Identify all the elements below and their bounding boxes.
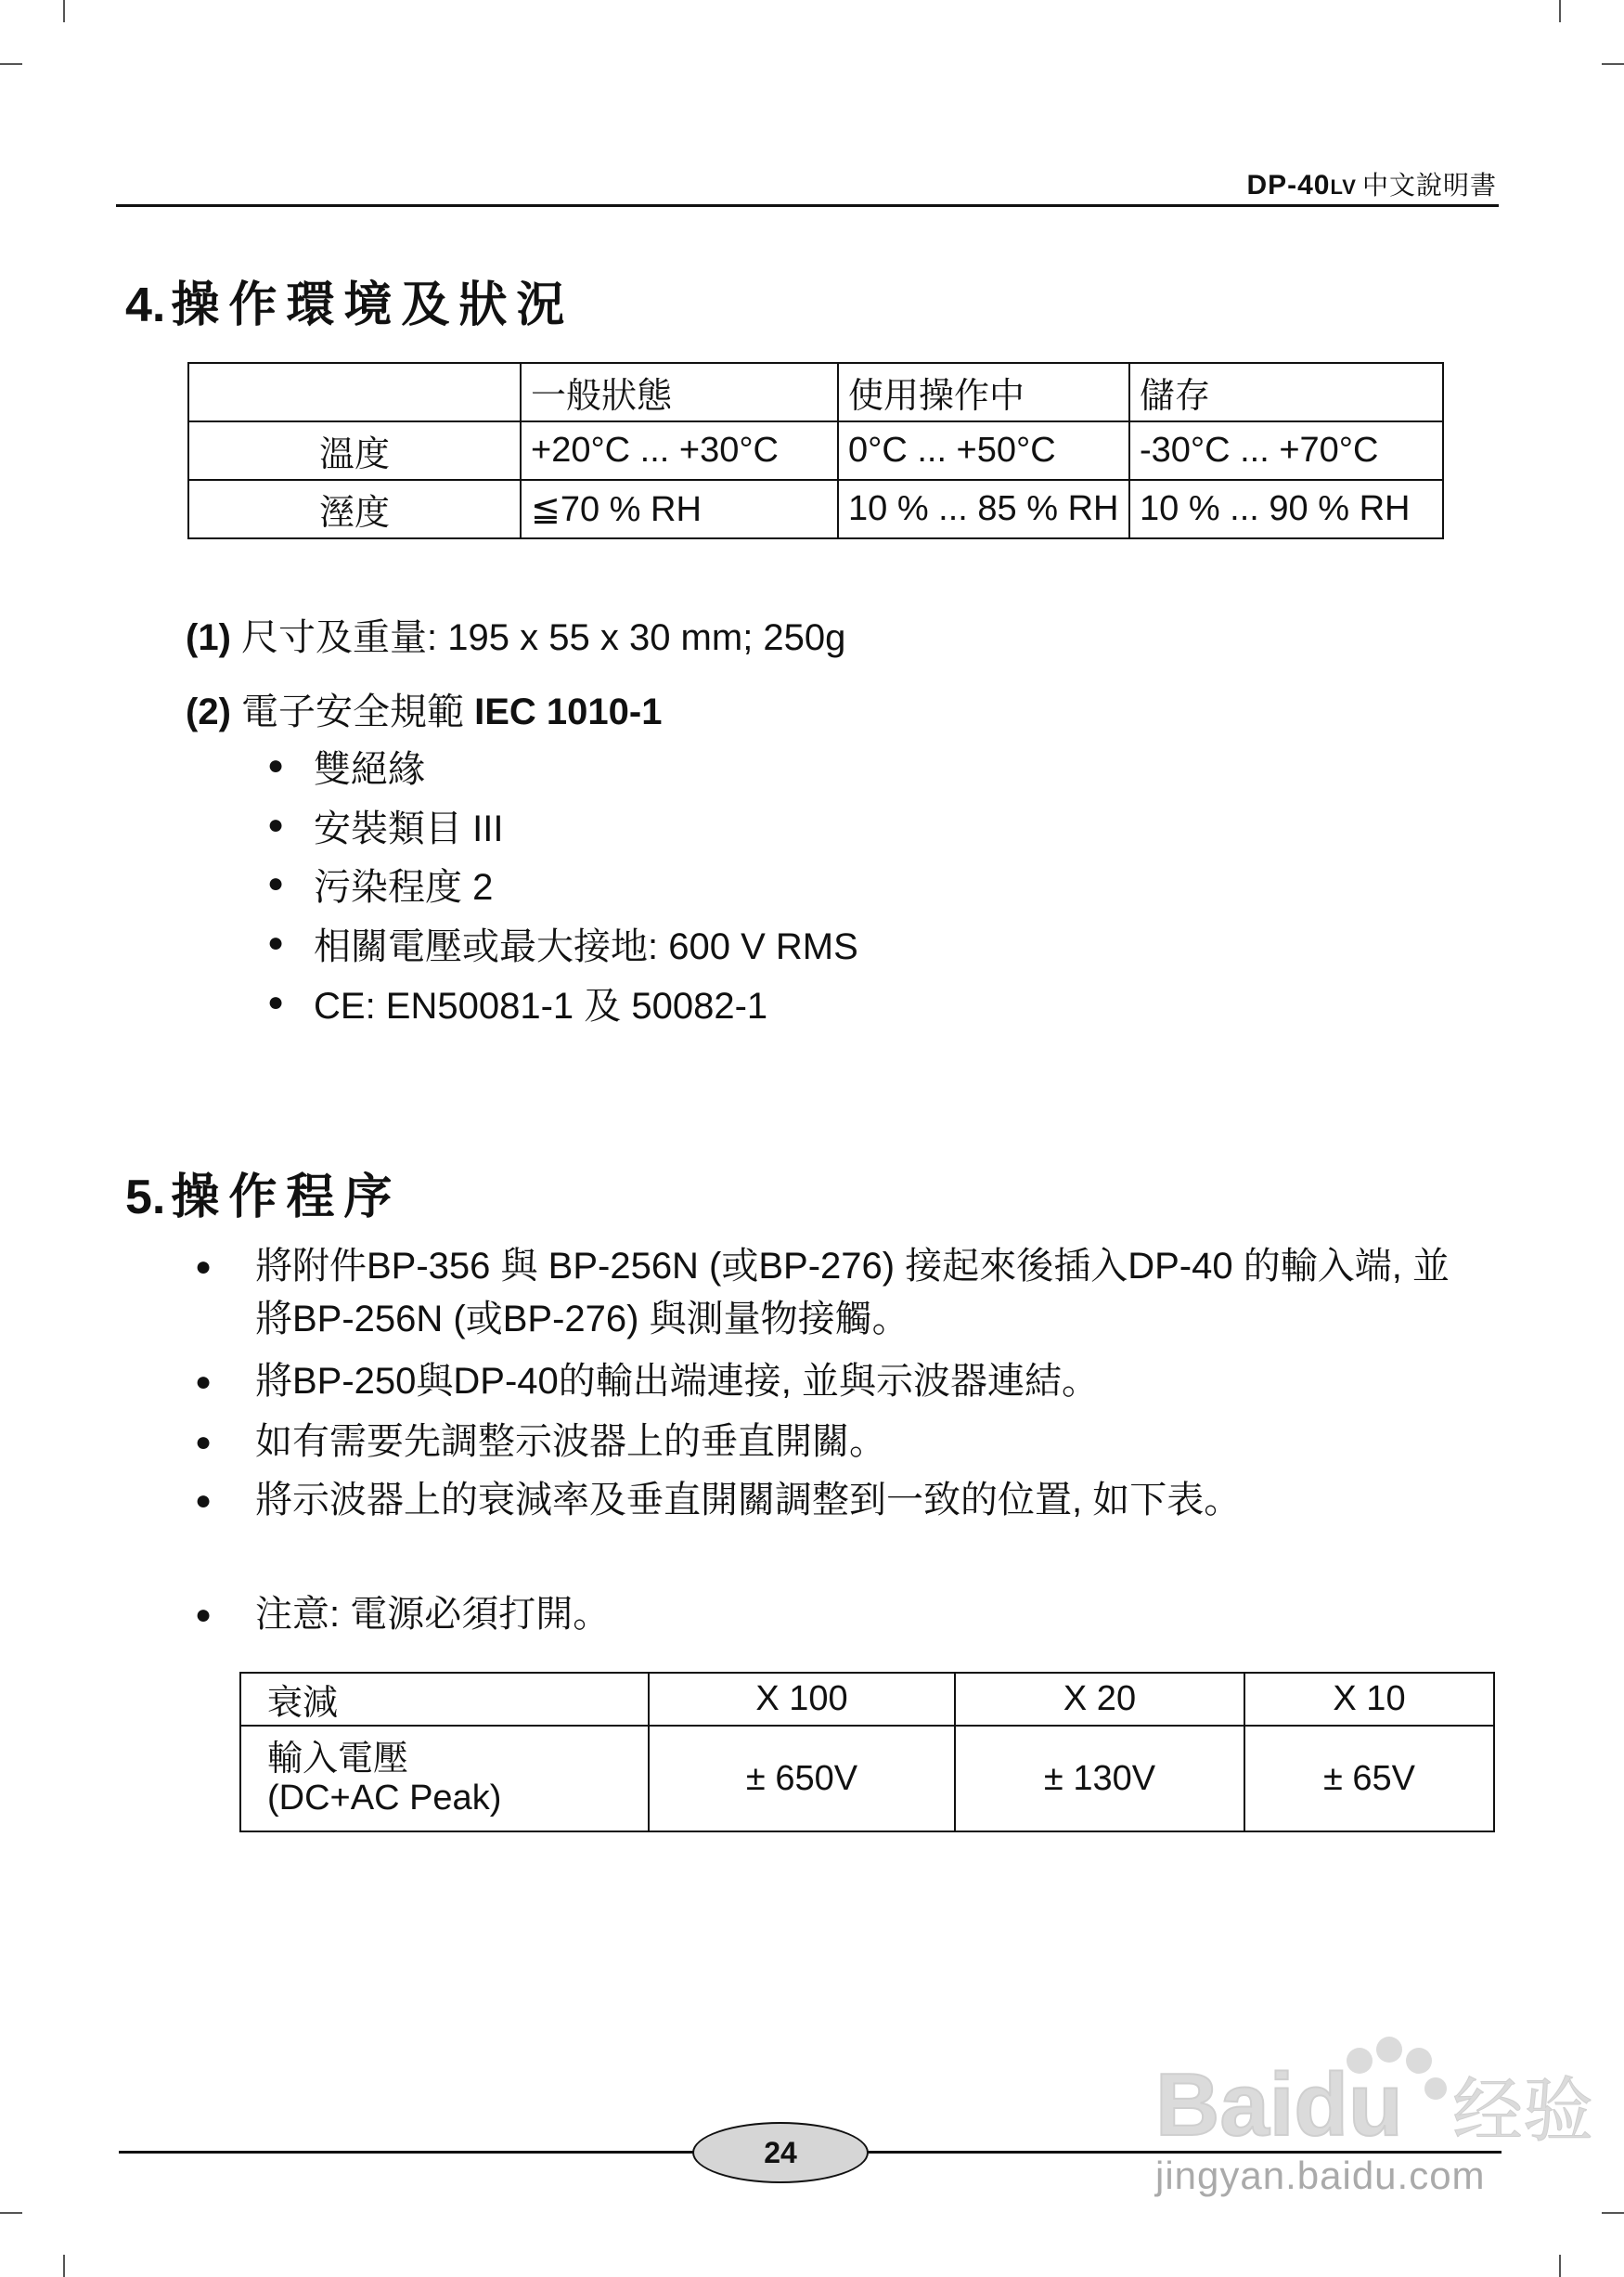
page-header xyxy=(1246,165,1497,202)
table-row-label xyxy=(240,1726,649,1831)
table-cell xyxy=(188,363,521,421)
list-item-text: 注意: 電源必須打開。 xyxy=(255,1594,611,1635)
bullet-icon: ● xyxy=(267,809,285,840)
list-item-text: 如有需要先調整示波器上的垂直開關。 xyxy=(255,1421,886,1462)
section-5-heading xyxy=(125,1158,401,1227)
list-item-text: CE: EN50081-1 及 50082-1 xyxy=(314,986,768,1027)
section-title: 操作程序 xyxy=(171,1171,402,1224)
table-header-cell: 使用操作中 xyxy=(838,363,1129,421)
bullet-icon: ● xyxy=(267,868,285,899)
list-item xyxy=(267,917,858,970)
bullet-icon: ● xyxy=(267,987,285,1017)
table-row xyxy=(240,1726,1494,1831)
list-item xyxy=(267,858,494,911)
list-item xyxy=(267,977,768,1029)
crop-mark xyxy=(1559,0,1561,22)
spec-value: 195 x 55 x 30 mm; 250g xyxy=(447,617,846,658)
bullet-icon: ● xyxy=(267,750,285,781)
table-cell: 10 % ... 90 % RH xyxy=(1129,480,1443,538)
crop-mark xyxy=(0,63,22,65)
crop-mark xyxy=(1602,2212,1624,2214)
list-item-text: 安裝類目 III xyxy=(314,809,504,849)
table-cell: ≦70 % RH xyxy=(521,480,838,538)
list-item-text: 雙絕緣 xyxy=(314,749,425,790)
model-suffix: LV xyxy=(1330,175,1357,199)
svg-text:Baidu: Baidu xyxy=(1155,2055,1403,2154)
list-item-text: 相關電壓或最大接地: 600 V RMS xyxy=(314,926,858,967)
list-item xyxy=(267,799,504,852)
table-header-cell: X 100 xyxy=(649,1673,955,1726)
header-divider xyxy=(116,204,1499,207)
table-row-label: 溫度 xyxy=(188,421,521,480)
list-item xyxy=(195,1474,1471,1527)
spec-dimensions xyxy=(186,608,845,661)
section-number: 5. xyxy=(125,1171,166,1224)
row-label-line: 輸入電壓 xyxy=(267,1740,409,1779)
spec-name: 電子安全規範 xyxy=(241,692,465,732)
table-row xyxy=(188,480,1443,538)
spec-number: (2) xyxy=(186,692,231,732)
table-header-cell: 儲存 xyxy=(1129,363,1443,421)
crop-mark xyxy=(1559,2255,1561,2277)
table-cell: 0°C ... +50°C xyxy=(838,421,1129,480)
row-label-line: (DC+AC Peak) xyxy=(267,1779,502,1818)
table-cell: ± 650V xyxy=(649,1726,955,1831)
spec-safety xyxy=(186,682,662,735)
table-row xyxy=(188,421,1443,480)
page-number-text: 24 xyxy=(764,2135,797,2169)
table-header-cell: X 10 xyxy=(1244,1673,1494,1726)
table-cell: ± 130V xyxy=(955,1726,1244,1831)
crop-mark xyxy=(63,0,65,22)
list-item xyxy=(195,1355,1471,1408)
table-header-cell: X 20 xyxy=(955,1673,1244,1726)
bullet-icon: ● xyxy=(195,1485,213,1516)
crop-mark xyxy=(63,2255,65,2277)
list-item xyxy=(267,740,425,793)
spec-value: IEC 1010-1 xyxy=(474,692,663,732)
table-cell: -30°C ... +70°C xyxy=(1129,421,1443,480)
list-item xyxy=(195,1240,1471,1346)
list-item xyxy=(195,1416,1471,1468)
table-header-cell: 衰減 xyxy=(240,1673,649,1726)
section-4-heading xyxy=(125,265,574,335)
list-item-text: 將示波器上的衰減率及垂直開關調整到一致的位置, 如下表。 xyxy=(255,1480,1242,1520)
bullet-icon: ● xyxy=(195,1427,213,1457)
table-header-cell: 一般狀態 xyxy=(521,363,838,421)
bullet-icon: ● xyxy=(195,1251,213,1282)
section-title: 操作環境及狀況 xyxy=(171,278,574,332)
spec-number: (1) xyxy=(186,617,231,658)
table-row-label: 溼度 xyxy=(188,480,521,538)
attenuation-table xyxy=(239,1672,1495,1832)
model-name: DP-40 xyxy=(1246,170,1331,201)
environment-table xyxy=(187,362,1444,539)
bullet-icon: ● xyxy=(267,927,285,958)
table-header-row xyxy=(188,363,1443,421)
list-item-text: 將BP-250與DP-40的輸出端連接, 並與示波器連結。 xyxy=(255,1361,1100,1402)
list-item xyxy=(195,1588,1471,1641)
manual-title: 中文說明書 xyxy=(1361,171,1497,200)
svg-text:经验: 经验 xyxy=(1452,2069,1593,2152)
crop-mark xyxy=(0,2212,22,2214)
list-item-text: 將附件BP-356 與 BP-256N (或BP-276) 接起來後插入DP-40 的輸入端, 並將BP-256N (或BP-276) 與測量物接觸。 xyxy=(255,1246,1450,1339)
table-cell: 10 % ... 85 % RH xyxy=(838,480,1129,538)
table-cell: +20°C ... +30°C xyxy=(521,421,838,480)
table-header-row xyxy=(240,1673,1494,1726)
bullet-icon: ● xyxy=(195,1599,213,1630)
list-item-text: 污染程度 2 xyxy=(314,867,494,908)
spec-name: 尺寸及重量: xyxy=(241,617,438,658)
section-number: 4. xyxy=(125,278,166,332)
crop-mark xyxy=(1602,63,1624,65)
table-cell: ± 65V xyxy=(1244,1726,1494,1831)
watermark-url: jingyan.baidu.com xyxy=(1155,2154,1486,2197)
bullet-icon: ● xyxy=(195,1366,213,1397)
page-number xyxy=(692,2122,869,2183)
